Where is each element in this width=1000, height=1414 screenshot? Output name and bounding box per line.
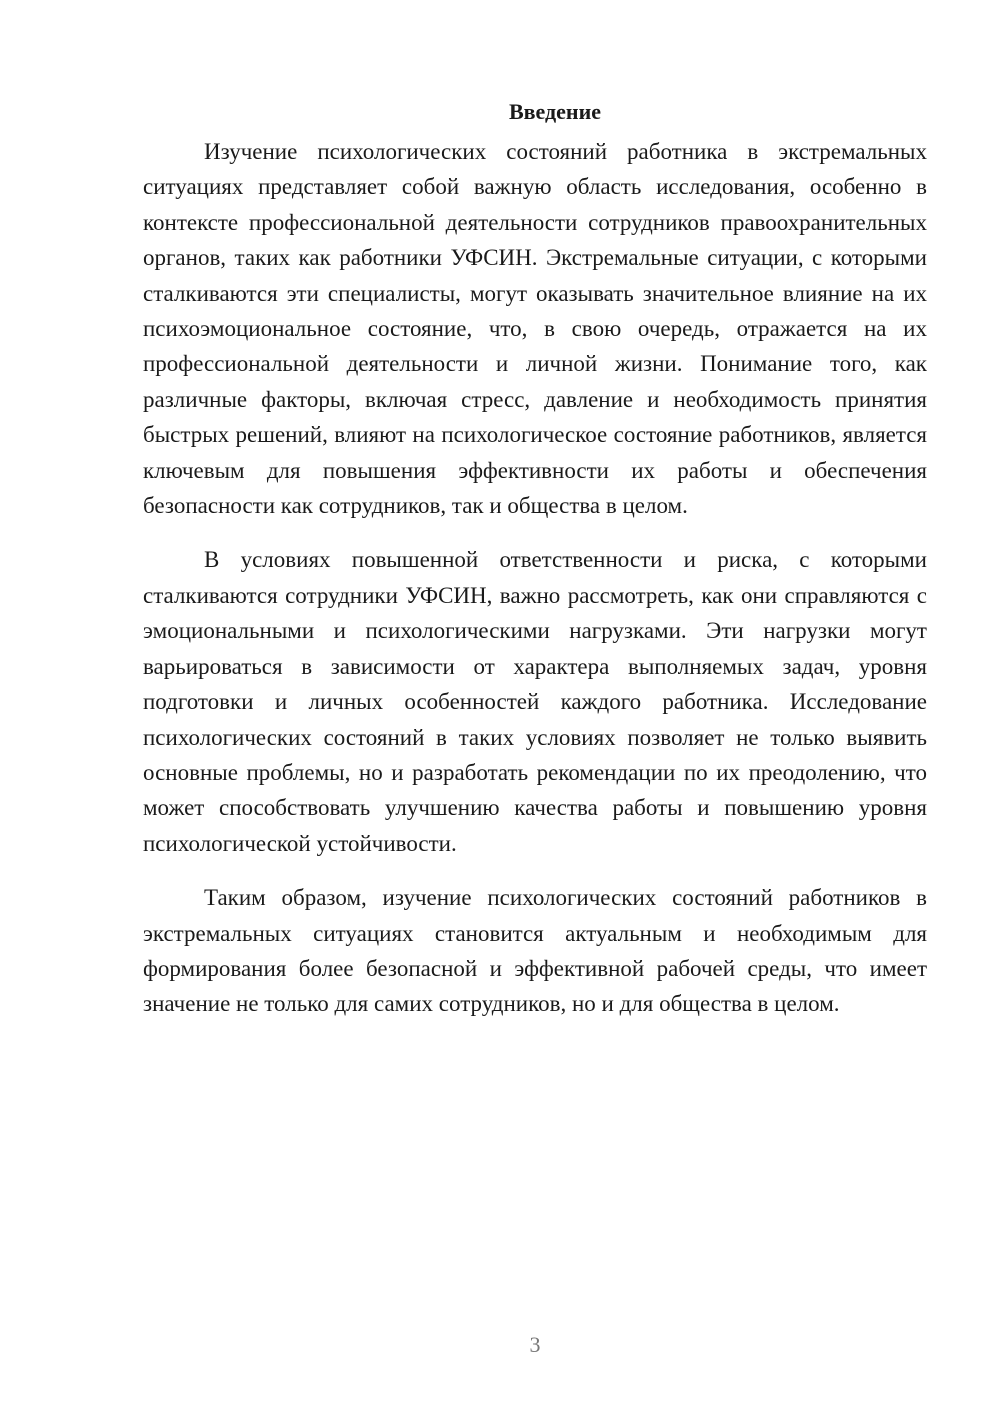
paragraph: Изучение психологических состояний работника в экстремальных ситуациях представляет собой важную область исследования, особенно в контексте профессиональной деятельности сотрудников правоохранительных органов, таких как работники УФСИН. Экстремальные ситуации, с которыми сталкиваются эти специалисты, могут оказывать значительное влияние на их психоэмоциональное состояние, что, в свою очередь, отражается на их профессиональной деятельности и личной жизни. Понимание того, как различные факторы, включая стресс, давление и необходимость принятия быстрых решений, влияют на психологическое состояние работников, является ключевым для повышения эффективности их работы и обеспечения безопасности как сотрудников, так и общества в целом. bbox=[143, 139, 927, 519]
page-number: 3 bbox=[529, 1332, 541, 1357]
paragraph: Таким образом, изучение психологических состояний работников в экстремальных ситуациях становится актуальным и необходимым для формирования более безопасной и эффективной рабочей среды, что имеет значение не только для самих сотрудников, но и для общества в целом. bbox=[143, 885, 927, 1017]
section-title: Введение bbox=[508, 99, 602, 124]
paragraph: В условиях повышенной ответственности и риска, с которыми сталкиваются сотрудники УФСИН, важно рассмотреть, как они справляются с эмоциональными и психологическими нагрузками. Эти нагрузки могут варьироваться в зависимости от характера выполняемых задач, уровня подготовки и личных особенностей каждого работника. Исследование психологических состояний в таких условиях позволяет не только выявить основные проблемы, но и разработать рекомендации по их преодолению, что может способствовать улучшению качества работы и повышению уровня психологической устойчивости. bbox=[143, 547, 927, 856]
page-content bbox=[143, 98, 927, 1041]
